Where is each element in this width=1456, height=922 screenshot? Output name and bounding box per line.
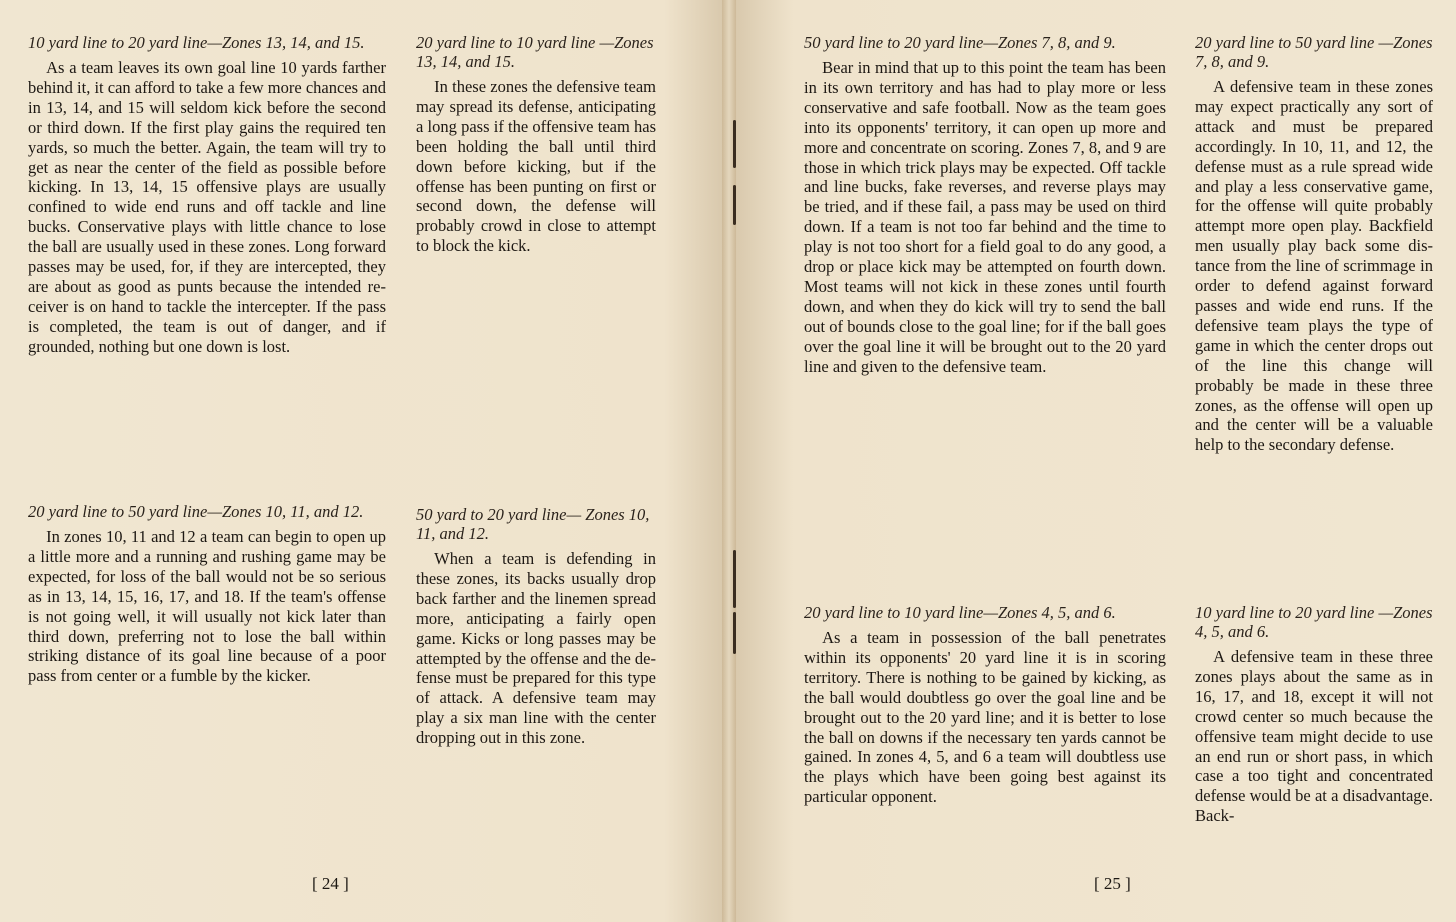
section-body: In these zones the defensive team may spread its defense, anticipating a long pass if the offensive team has been holding the ball until third down before kicking, but if the offense has been punting on first or second down, the defense will probably crowd in close to attempt to block the kick. [416,77,656,256]
section-body: A defensive team in these three zones plays about the same as in 16, 17, and 18, except it will not crowd center so much because the offensive team might decide to use an end run or short pass, in which case a too tight and concentrated defense would be at a disadvantage. Back- [1195,647,1433,826]
section-heading: 50 yard to 20 yard line— Zones 10, 11, and 12. [416,505,650,543]
page-number: [ 25 ] [1094,874,1131,893]
section-zones-13-15-defense [416,33,656,256]
section-zones-7-9-offense [804,33,1166,377]
section-heading: 10 yard line to 20 yard line—Zones 13, 14, and 15. [28,33,365,52]
section-heading: 20 yard line to 50 yard line —Zones 7, 8, and 9. [1195,33,1433,71]
section-zones-10-12-defense [416,505,656,748]
left-page [0,0,722,922]
section-zones-13-15-offense [28,33,386,357]
section-zones-4-6-offense [804,603,1166,807]
section-body: In zones 10, 11 and 12 a team can begin to open up a little more and a running and rushing game may be expected, for loss of the ball would not be so serious as in 13, 14, 15, 16, 17, and 18. If the team's offense is not going well, it will usually not kick later than third down, preferring not to lose the ball within striking distance of its goal line because of a poor pass from center or a fumble by the kicker. [28,527,386,686]
section-body: A defensive team in these zones may expect practically any sort of attack and must be prepared accordingly. In 10, 11, and 12, the defense must as a rule spread wide and play a less conservative game, for the offense will quite probably attempt more open play. Backfield men usually play back some distance from the line of scrimmage in order to defend against forward passes and wide end runs. If the defensive team plays the type of game in which the center drops out of the line this change will probably be made in these three zones, as the offense will open up and the center will be a valuable help to the secondary defense. [1195,77,1433,455]
section-heading: 10 yard line to 20 yard line —Zones 4, 5, and 6. [1195,603,1433,641]
section-zones-7-9-defense [1195,33,1433,455]
section-body: As a team in possession of the ball penetrates within its opponents' 20 yard line it is in scoring territory. There is nothing to be gained by kicking, as the ball would doubtless go over the goal line and be brought out to the 20 yard line; and it is better to lose the ball on downs if the necessary ten yards cannot be gained. In zones 4, 5, and 6 a team will doubtless use the plays which have been going best against its particular opponent. [804,628,1166,807]
section-body: When a team is defending in these zones, its backs usually drop back farther and the linemen spread more, anticipating a fairly open game. Kicks or long passes may be attempted by the offense and the defense must be prepared for this type of attack. A defensive team may play a six man line with the center dropping out in this zone. [416,549,656,748]
section-heading: 50 yard line to 20 yard line—Zones 7, 8, and 9. [804,33,1116,52]
section-heading: 20 yard line to 10 yard line—Zones 4, 5, and 6. [804,603,1116,622]
section-zones-4-6-defense [1195,603,1433,826]
page-number: [ 24 ] [312,874,349,893]
section-heading: 20 yard line to 50 yard line—Zones 10, 11, and 12. [28,502,364,521]
section-heading: 20 yard line to 10 yard line —Zones 13, 14, and 15. [416,33,654,71]
section-zones-10-12-offense [28,502,386,686]
section-body: Bear in mind that up to this point the team has been in its own territory and has had to play more or less conservative and safe football. Now as the team goes into its opponents' territory, it can open up more and more and concentrate on scoring. Zones 7, 8, and 9 are those in which trick plays may be expected. Off tackle and line bucks, fake reverses, and reverse plays may be tried, and if these fail, a pass may be used on third down. If a team is not too far behind and the time to play is not too short for a field goal to do any good, a drop or place kick may be attempted on fourth down. Most teams will not kick in these zones until fourth down, and when they do kick will try to send the ball out of bounds close to the goal line; for if the ball goes over the goal line it will be brought out to the 20 yard line and given to the defensive team. [804,58,1166,376]
right-page [736,0,1456,922]
section-body: As a team leaves its own goal line 10 yards farther behind it, it can afford to take a few more chances and in 13, 14, and 15 will seldom kick before the second or third down. If the first play gains the required ten yards, so much the better. Again, the team will try to get as near the center of the field as possible before kicking. In 13, 14, 15 offensive plays are usually confined to wide end runs and off tackle and line bucks. Conservative plays with little chance to lose the ball are usually used in these zones. Long forward passes may be used, for, if they are intercepted, they are about as good as punts because the intended receiver is on hand to tackle the intercepter. If the pass is completed, the team is out of danger, and if grounded, nothing but one down is lost. [28,58,386,356]
